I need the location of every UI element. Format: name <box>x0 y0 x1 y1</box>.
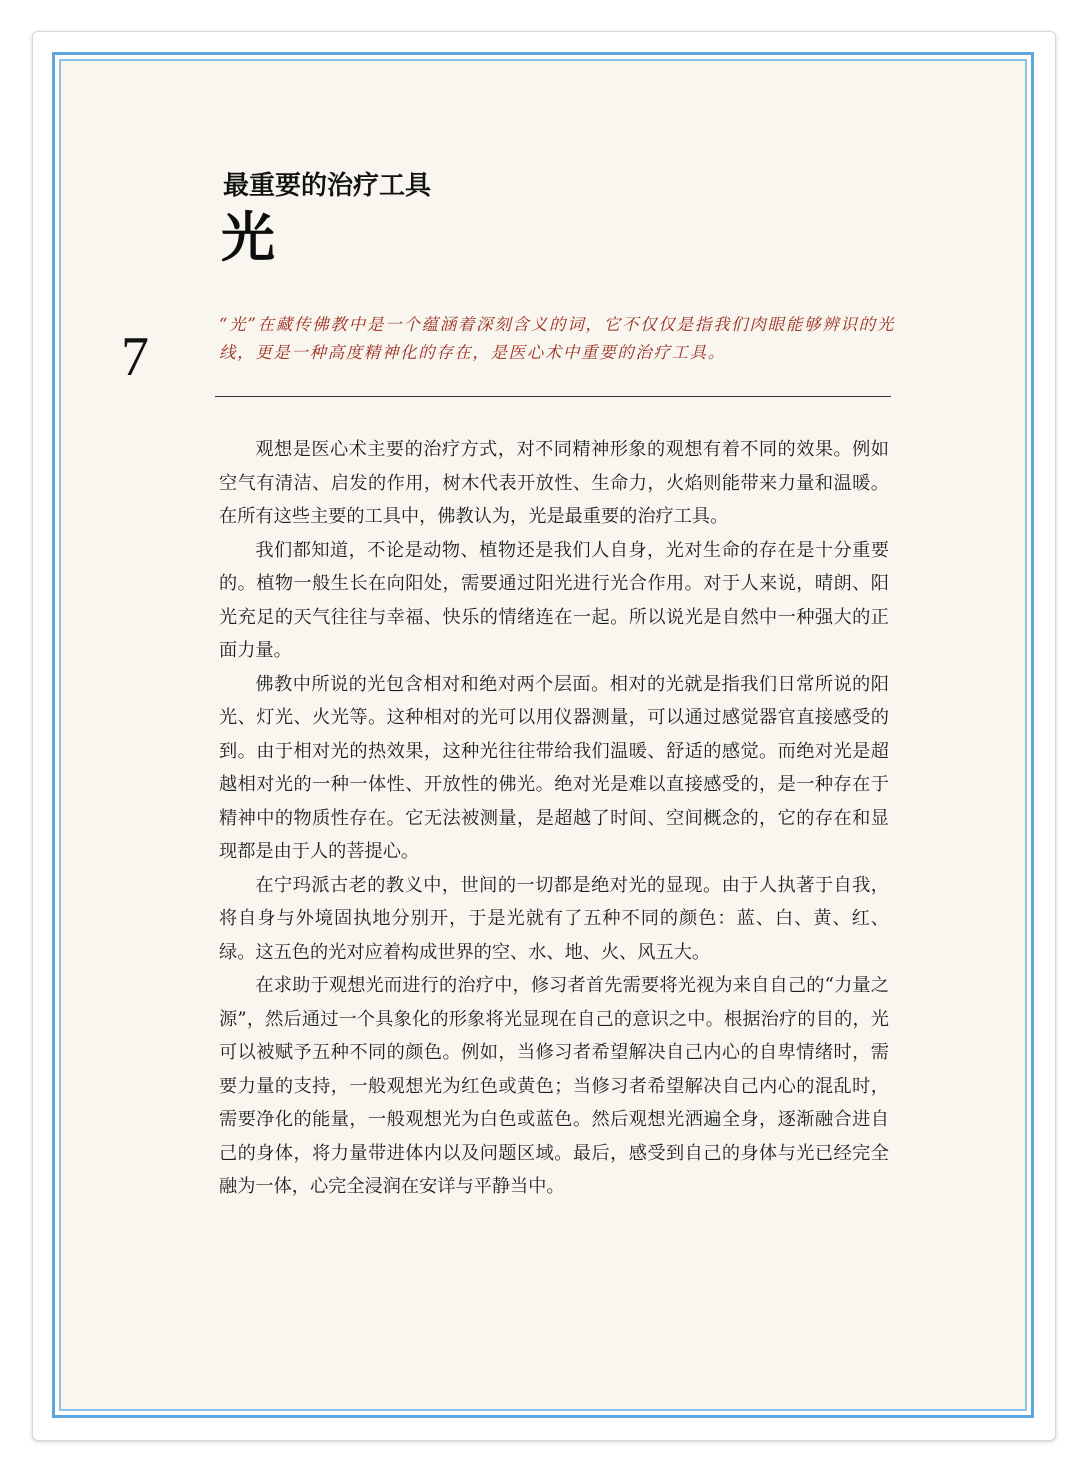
book-page <box>61 61 1025 1409</box>
section-divider <box>215 396 891 397</box>
body-paragraph: 观想是医心术主要的治疗方式，对不同精神形象的观想有着不同的效果。例如空气有清洁、启发的作用，树木代表开放性、生命力，火焰则能带来力量和温暖。在所有这些主要的工具中，佛教认为，光是最重要的治疗工具。 <box>219 439 889 527</box>
chapter-subtitle: 最重要的治疗工具 <box>223 171 432 201</box>
body-paragraph: 佛教中所说的光包含相对和绝对两个层面。相对的光就是指我们日常所说的阳光、灯光、火光等。这种相对的光可以用仪器测量，可以通过感觉器官直接感受的到。由于相对光的热效果，这种光往往带给我们温暖、舒适的感觉。而绝对光是超越相对光的一种一体性、开放性的佛光。绝对光是难以直接感受的，是一种存在于精神中的物质性存在。它无法被测量，是超越了时间、空间概念的，它的存在和显现都是由于人的菩提心。 <box>219 673 889 862</box>
body-paragraph: 我们都知道，不论是动物、植物还是我们人自身，光对生命的存在是十分重要的。植物一般生长在向阳处，需要通过阳光进行光合作用。对于人来说，晴朗、阳光充足的天气往往与幸福、快乐的情绪连在一起。所以说光是自然中一种强大的正面力量。 <box>219 539 889 661</box>
body-paragraph: 在求助于观想光而进行的治疗中，修习者首先需要将光视为来自自己的“力量之源”，然后通过一个具象化的形象将光显现在自己的意识之中。根据治疗的目的，光可以被赋予五种不同的颜色。例如，当修习者希望解决自己内心的自卑情绪时，需要力量的支持，一般观想光为红色或黄色；当修习者希望解决自己内心的混乱时，需要净化的能量，一般观想光为白色或蓝色。然后观想光洒遍全身，逐渐融合进自己的身体，将力量带进体内以及问题区域。最后，感受到自己的身体与光已经完全融为一体，心完全浸润在安详与平静当中。 <box>219 975 889 1197</box>
chapter-number: 7 <box>121 326 149 388</box>
chapter-title: 光 <box>221 206 275 269</box>
body-paragraph: 在宁玛派古老的教义中，世间的一切都是绝对光的显现。由于人执著于自我，将自身与外境固执地分别开，于是光就有了五种不同的颜色：蓝、白、黄、红、绿。这五色的光对应着构成世界的空、水、地、火、风五大。 <box>219 874 889 963</box>
chapter-body <box>219 433 889 1204</box>
chapter-intro: “光”在藏传佛教中是一个蕴涵着深刻含义的词，它不仅仅是指我们肉眼能够辨识的光线，更是一种高度精神化的存在，是医心术中重要的治疗工具。 <box>219 315 895 362</box>
